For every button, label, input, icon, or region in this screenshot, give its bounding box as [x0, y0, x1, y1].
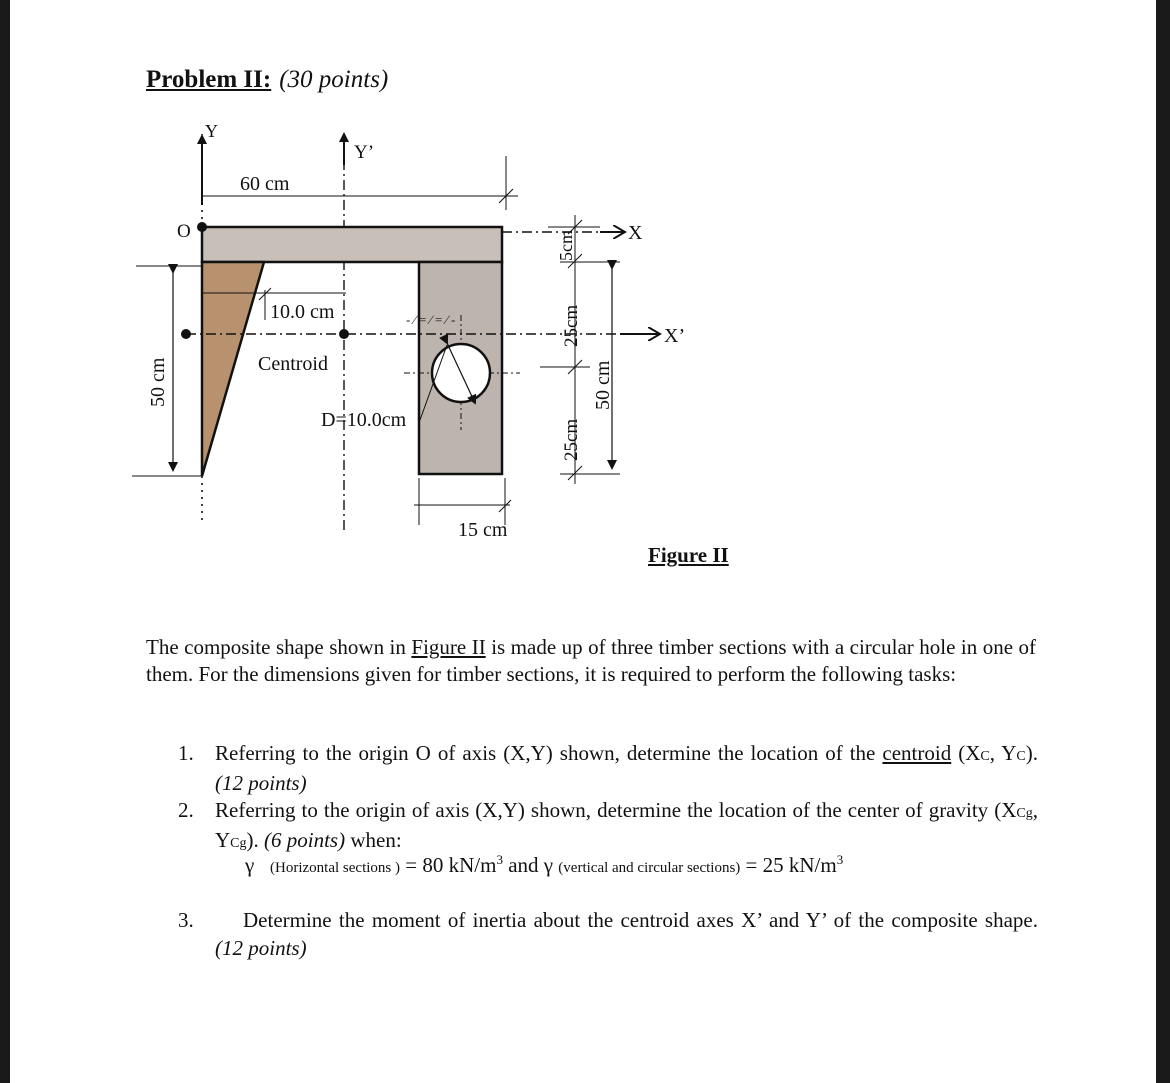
- x-axis-label: X: [628, 222, 643, 244]
- dim-flange-thickness: 5cm: [556, 230, 576, 261]
- task-points: (12 points): [215, 771, 307, 795]
- task-number: 1.: [178, 741, 194, 765]
- exponent: 3: [836, 852, 844, 867]
- gamma-symbol: γ: [543, 853, 554, 877]
- origin-label: O: [177, 221, 191, 242]
- dim-right-height: 50 cm: [592, 360, 614, 410]
- hole-diameter-label: D=10.0cm: [321, 409, 407, 431]
- exponent: 3: [496, 852, 503, 867]
- task-text: Referring to the origin O of axis (X,Y) shown, determine the location of the: [215, 741, 883, 765]
- intro-figure-ref: Figure II: [411, 635, 486, 659]
- unit-weight-line: [245, 853, 843, 878]
- task-3-body: [178, 906, 1038, 962]
- task-number: 2.: [178, 798, 194, 822]
- task-text: Determine the moment of inertia about the centroid axes X’ and Y’ of the composite shape.: [243, 908, 1038, 932]
- dim-left-height: 50 cm: [147, 357, 169, 407]
- intro-after: is made up of three timber sections with a circular hole in one of them. For the dimensions given for timber sections, it is required to perform the following tasks:: [146, 635, 1037, 686]
- task-1: [178, 740, 1038, 797]
- task-points: (6 points): [264, 828, 346, 852]
- task-list: [178, 740, 1038, 857]
- dim-upper-right: 25cm: [561, 304, 582, 347]
- task-text: ).: [1025, 741, 1038, 765]
- figure-caption: Figure II: [648, 543, 729, 567]
- triangle-section: [202, 262, 264, 476]
- task-text: , Y: [989, 741, 1017, 765]
- y-prime-axis-label: Y’: [354, 142, 375, 163]
- task-subscript: C: [980, 749, 990, 764]
- top-beam: [202, 227, 502, 262]
- gamma-label-horizontal: (Horizontal sections ): [270, 860, 400, 876]
- origin-point: [197, 222, 207, 232]
- intro-paragraph: [146, 634, 1036, 688]
- task-2: [178, 797, 1038, 857]
- dim-lower-right: 25cm: [561, 418, 582, 461]
- task-3: [178, 906, 1038, 962]
- left-reference-point: [181, 329, 191, 339]
- task-subscript: Cg: [1016, 806, 1033, 821]
- task-text: (X: [951, 741, 981, 765]
- task-subscript: Cg: [230, 836, 247, 851]
- gamma-value-vertical: = 25 kN/m: [740, 853, 837, 877]
- gamma-value-horizontal: = 80 kN/m: [400, 853, 497, 877]
- problem-label: Problem II:: [146, 66, 272, 93]
- gamma-label-vertical: (vertical and circular sections): [558, 860, 741, 876]
- gamma-and: and: [502, 853, 544, 877]
- intro-before: The composite shape shown in: [146, 635, 412, 659]
- centroid-label: Centroid: [258, 353, 328, 375]
- task-text: when:: [345, 828, 402, 852]
- task-text: , Y: [215, 798, 1038, 852]
- task-keyword: centroid: [882, 741, 952, 765]
- dim-top-width: 60 cm: [240, 173, 290, 195]
- task-subscript: C: [1016, 749, 1026, 764]
- task-text: ).: [246, 828, 265, 852]
- task-text: Referring to the origin of axis (X,Y) shown, determine the location of the center of gravity (X: [215, 798, 1017, 822]
- hole-marks: - ⁄ = ⁄ = ⁄ -: [406, 312, 456, 327]
- centroid-point: [339, 329, 349, 339]
- problem-points: (30 points): [279, 66, 389, 93]
- task-number: 3.: [178, 908, 194, 932]
- x-prime-axis-label: X’: [664, 325, 686, 347]
- gamma-symbol: γ: [245, 853, 255, 877]
- dim-stem-width: 15 cm: [458, 519, 508, 541]
- dim-wedge-top: 10.0 cm: [270, 301, 335, 323]
- task-points: (12 points): [215, 936, 307, 960]
- y-axis-label: Y: [205, 121, 218, 141]
